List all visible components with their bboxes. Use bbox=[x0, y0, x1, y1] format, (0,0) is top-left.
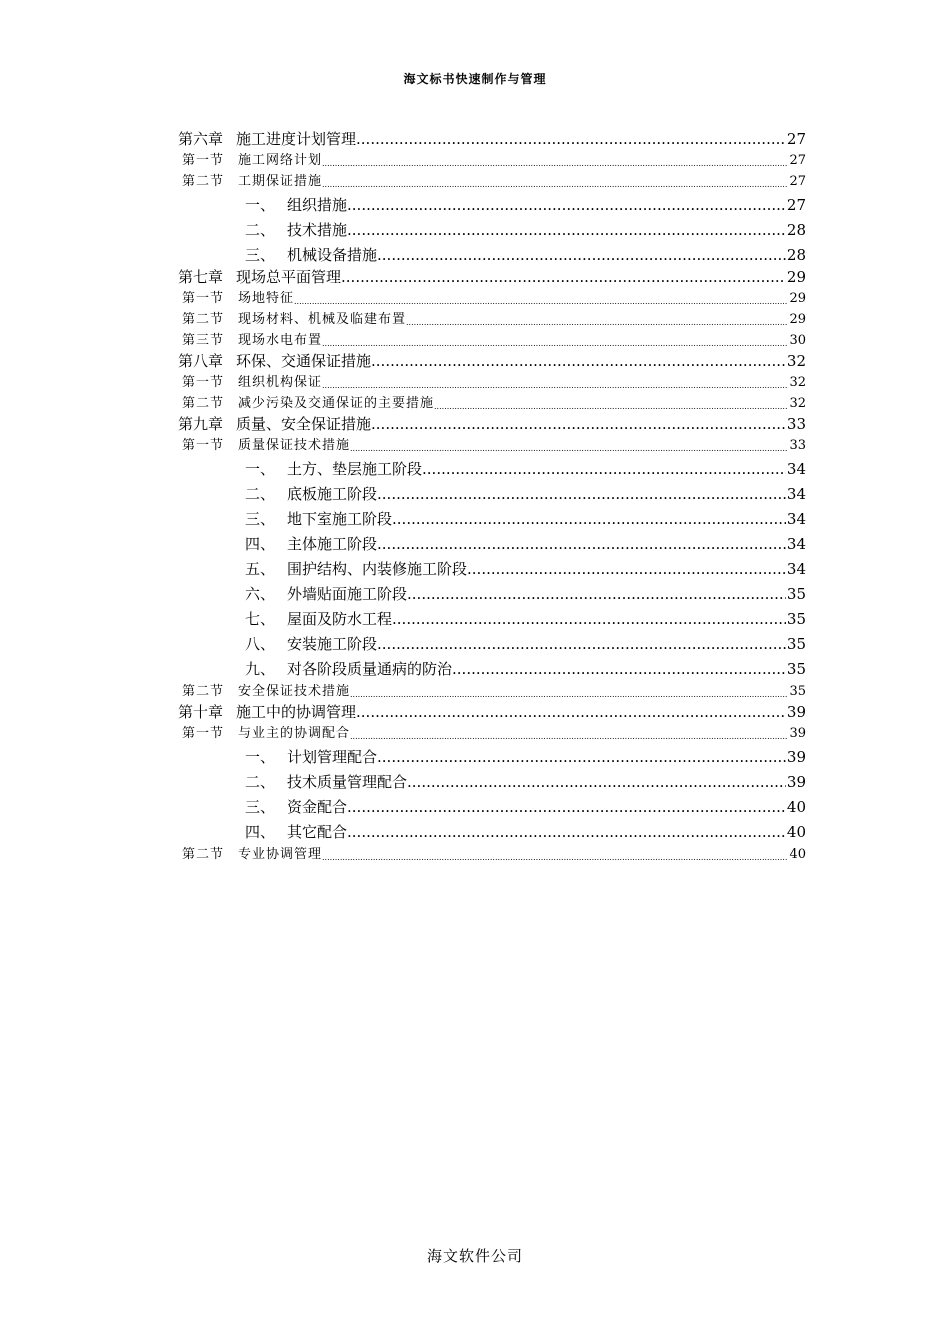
toc-entry-title: 围护结构、内装修施工阶段 bbox=[287, 560, 468, 578]
toc-entry-item[interactable] bbox=[178, 240, 806, 265]
toc-entry-section[interactable] bbox=[178, 307, 806, 328]
toc-dot-leader bbox=[377, 245, 786, 265]
toc-dot-leader bbox=[347, 195, 786, 215]
toc-entry-label: 第一节 bbox=[182, 291, 225, 306]
toc-entry-title: 计划管理配合 bbox=[287, 748, 378, 766]
toc-entry-page-number: 35 bbox=[786, 660, 806, 678]
toc-entry-title: 现场水电布置 bbox=[238, 333, 323, 348]
toc-entry-section[interactable] bbox=[178, 169, 806, 190]
toc-dot-leader bbox=[350, 731, 788, 742]
toc-entry-title: 土方、垫层施工阶段 bbox=[287, 460, 423, 478]
toc-entry-item[interactable] bbox=[178, 579, 806, 604]
toc-entry-title: 安全保证技术措施 bbox=[238, 684, 351, 699]
toc-entry-label: 一、 bbox=[245, 460, 276, 478]
toc-entry-page-number: 35 bbox=[786, 610, 806, 628]
toc-dot-leader bbox=[356, 703, 786, 721]
toc-entry-title: 减少污染及交通保证的主要措施 bbox=[238, 396, 435, 411]
toc-entry-label: 七、 bbox=[245, 610, 276, 628]
toc-dot-leader bbox=[392, 509, 786, 529]
toc-entry-label: 二、 bbox=[245, 485, 276, 503]
toc-entry-section[interactable] bbox=[178, 328, 806, 349]
toc-dot-leader bbox=[356, 130, 786, 148]
toc-entry-chapter[interactable] bbox=[178, 412, 806, 433]
toc-entry-label: 五、 bbox=[245, 560, 276, 578]
toc-dot-leader bbox=[347, 822, 786, 842]
toc-entry-title: 施工中的协调管理 bbox=[236, 703, 357, 721]
toc-entry-item[interactable] bbox=[178, 529, 806, 554]
toc-entry-item[interactable] bbox=[178, 504, 806, 529]
toc-entry-page-number: 35 bbox=[786, 585, 806, 603]
toc-dot-leader bbox=[467, 559, 786, 579]
toc-entry-label: 八、 bbox=[245, 635, 276, 653]
toc-entry-title: 底板施工阶段 bbox=[287, 485, 378, 503]
toc-entry-title: 组织措施 bbox=[287, 196, 348, 214]
toc-entry-title: 环保、交通保证措施 bbox=[236, 352, 372, 370]
toc-entry-page-number: 29 bbox=[789, 312, 806, 327]
toc-dot-leader bbox=[377, 534, 786, 554]
toc-entry-page-number: 39 bbox=[786, 773, 806, 791]
toc-dot-leader bbox=[341, 268, 786, 286]
toc-dot-leader bbox=[322, 852, 788, 863]
toc-dot-leader bbox=[452, 659, 786, 679]
toc-entry-label: 九、 bbox=[245, 660, 276, 678]
toc-entry-title: 组织机构保证 bbox=[238, 375, 323, 390]
toc-entry-page-number: 28 bbox=[786, 246, 806, 264]
toc-entry-chapter[interactable] bbox=[178, 349, 806, 370]
toc-entry-page-number: 29 bbox=[786, 268, 806, 286]
toc-entry-label: 第八章 bbox=[178, 352, 224, 370]
toc-dot-leader bbox=[407, 584, 786, 604]
toc-entry-page-number: 39 bbox=[789, 726, 806, 741]
toc-dot-leader bbox=[350, 443, 788, 454]
toc-entry-title: 技术质量管理配合 bbox=[287, 773, 408, 791]
toc-dot-leader bbox=[392, 609, 786, 629]
toc-entry-item[interactable] bbox=[178, 215, 806, 240]
toc-entry-item[interactable] bbox=[178, 792, 806, 817]
toc-entry-page-number: 33 bbox=[786, 415, 806, 433]
toc-entry-label: 第二节 bbox=[182, 684, 225, 699]
toc-entry-page-number: 34 bbox=[786, 485, 806, 503]
toc-entry-label: 第一节 bbox=[182, 153, 225, 168]
toc-entry-page-number: 27 bbox=[789, 153, 806, 168]
toc-dot-leader bbox=[371, 415, 786, 433]
toc-entry-item[interactable] bbox=[178, 604, 806, 629]
toc-entry-page-number: 29 bbox=[789, 291, 806, 306]
toc-entry-label: 三、 bbox=[245, 798, 276, 816]
toc-dot-leader bbox=[347, 797, 786, 817]
toc-entry-title: 屋面及防水工程 bbox=[287, 610, 393, 628]
toc-entry-label: 四、 bbox=[245, 535, 276, 553]
toc-entry-item[interactable] bbox=[178, 454, 806, 479]
toc-dot-leader bbox=[322, 380, 788, 391]
toc-dot-leader bbox=[406, 317, 788, 328]
toc-entry-title: 与业主的协调配合 bbox=[238, 726, 351, 741]
toc-entry-title: 机械设备措施 bbox=[287, 246, 378, 264]
toc-entry-page-number: 27 bbox=[786, 196, 806, 214]
toc-entry-label: 第六章 bbox=[178, 130, 224, 148]
toc-entry-label: 第一节 bbox=[182, 438, 225, 453]
toc-dot-leader bbox=[322, 338, 788, 349]
toc-entry-item[interactable] bbox=[178, 554, 806, 579]
toc-entry-title: 质量、安全保证措施 bbox=[236, 415, 372, 433]
toc-dot-leader bbox=[377, 634, 786, 654]
toc-entry-title: 主体施工阶段 bbox=[287, 535, 378, 553]
toc-entry-label: 第七章 bbox=[178, 268, 224, 286]
toc-entry-section[interactable] bbox=[178, 370, 806, 391]
toc-entry-section[interactable] bbox=[178, 148, 806, 169]
toc-entry-title: 场地特征 bbox=[238, 291, 295, 306]
toc-entry-title: 外墙贴面施工阶段 bbox=[287, 585, 408, 603]
toc-entry-page-number: 35 bbox=[786, 635, 806, 653]
toc-entry-page-number: 30 bbox=[789, 333, 806, 348]
toc-entry-page-number: 35 bbox=[789, 684, 806, 699]
toc-entry-item[interactable] bbox=[178, 479, 806, 504]
toc-entry-chapter[interactable] bbox=[178, 700, 806, 721]
toc-entry-page-number: 40 bbox=[789, 847, 806, 862]
table-of-contents bbox=[178, 127, 806, 863]
toc-entry-section[interactable] bbox=[178, 391, 806, 412]
toc-entry-page-number: 32 bbox=[786, 352, 806, 370]
toc-entry-label: 一、 bbox=[245, 196, 276, 214]
toc-entry-label: 三、 bbox=[245, 510, 276, 528]
toc-entry-item[interactable] bbox=[178, 654, 806, 679]
toc-entry-page-number: 40 bbox=[786, 798, 806, 816]
toc-entry-item[interactable] bbox=[178, 190, 806, 215]
toc-dot-leader bbox=[322, 158, 788, 169]
toc-entry-page-number: 40 bbox=[786, 823, 806, 841]
toc-dot-leader bbox=[294, 296, 788, 307]
page-footer: 海文软件公司 bbox=[426, 1247, 523, 1265]
page-header: 海文标书快速制作与管理 bbox=[403, 72, 547, 86]
toc-entry-chapter[interactable] bbox=[178, 127, 806, 148]
toc-entry-label: 三、 bbox=[245, 246, 276, 264]
toc-entry-title: 地下室施工阶段 bbox=[287, 510, 393, 528]
toc-entry-page-number: 34 bbox=[786, 535, 806, 553]
toc-dot-leader bbox=[434, 401, 788, 412]
toc-entry-section[interactable] bbox=[178, 842, 806, 863]
toc-entry-section[interactable] bbox=[178, 721, 806, 742]
toc-dot-leader bbox=[377, 484, 786, 504]
toc-entry-label: 第三节 bbox=[182, 333, 225, 348]
toc-entry-label: 第二节 bbox=[182, 847, 225, 862]
toc-entry-section[interactable] bbox=[178, 433, 806, 454]
toc-entry-section[interactable] bbox=[178, 286, 806, 307]
toc-entry-page-number: 34 bbox=[786, 460, 806, 478]
toc-entry-label: 一、 bbox=[245, 748, 276, 766]
toc-entry-page-number: 32 bbox=[789, 396, 806, 411]
toc-entry-page-number: 34 bbox=[786, 560, 806, 578]
toc-entry-label: 第二节 bbox=[182, 396, 225, 411]
toc-entry-page-number: 33 bbox=[789, 438, 806, 453]
toc-entry-item[interactable] bbox=[178, 817, 806, 842]
toc-entry-label: 第一节 bbox=[182, 375, 225, 390]
toc-entry-title: 现场材料、机械及临建布置 bbox=[238, 312, 407, 327]
toc-entry-title: 施工网络计划 bbox=[238, 153, 323, 168]
toc-entry-page-number: 39 bbox=[786, 703, 806, 721]
toc-entry-title: 工期保证措施 bbox=[238, 174, 323, 189]
toc-entry-page-number: 28 bbox=[786, 221, 806, 239]
toc-entry-label: 第二节 bbox=[182, 174, 225, 189]
toc-entry-label: 二、 bbox=[245, 221, 276, 239]
toc-entry-label: 四、 bbox=[245, 823, 276, 841]
toc-entry-title: 现场总平面管理 bbox=[236, 268, 342, 286]
toc-entry-item[interactable] bbox=[178, 629, 806, 654]
toc-dot-leader bbox=[350, 689, 788, 700]
toc-entry-title: 技术措施 bbox=[287, 221, 348, 239]
toc-entry-item[interactable] bbox=[178, 767, 806, 792]
toc-entry-title: 资金配合 bbox=[287, 798, 348, 816]
toc-entry-title: 专业协调管理 bbox=[238, 847, 323, 862]
toc-entry-page-number: 27 bbox=[786, 130, 806, 148]
toc-entry-title: 其它配合 bbox=[287, 823, 348, 841]
toc-entry-title: 质量保证技术措施 bbox=[238, 438, 351, 453]
toc-dot-leader bbox=[322, 179, 788, 190]
toc-entry-title: 安装施工阶段 bbox=[287, 635, 378, 653]
toc-entry-label: 六、 bbox=[245, 585, 276, 603]
toc-entry-page-number: 34 bbox=[786, 510, 806, 528]
toc-dot-leader bbox=[407, 772, 786, 792]
toc-entry-label: 第一节 bbox=[182, 726, 225, 741]
toc-entry-title: 施工进度计划管理 bbox=[236, 130, 357, 148]
toc-entry-page-number: 39 bbox=[786, 748, 806, 766]
toc-entry-page-number: 32 bbox=[789, 375, 806, 390]
toc-entry-page-number: 27 bbox=[789, 174, 806, 189]
toc-entry-label: 二、 bbox=[245, 773, 276, 791]
toc-entry-title: 对各阶段质量通病的防治 bbox=[287, 660, 453, 678]
toc-entry-item[interactable] bbox=[178, 742, 806, 767]
toc-entry-section[interactable] bbox=[178, 679, 806, 700]
toc-entry-label: 第二节 bbox=[182, 312, 225, 327]
toc-dot-leader bbox=[371, 352, 786, 370]
toc-dot-leader bbox=[347, 220, 786, 240]
toc-entry-chapter[interactable] bbox=[178, 265, 806, 286]
toc-entry-label: 第九章 bbox=[178, 415, 224, 433]
toc-entry-label: 第十章 bbox=[178, 703, 224, 721]
toc-dot-leader bbox=[422, 459, 786, 479]
toc-dot-leader bbox=[377, 747, 786, 767]
